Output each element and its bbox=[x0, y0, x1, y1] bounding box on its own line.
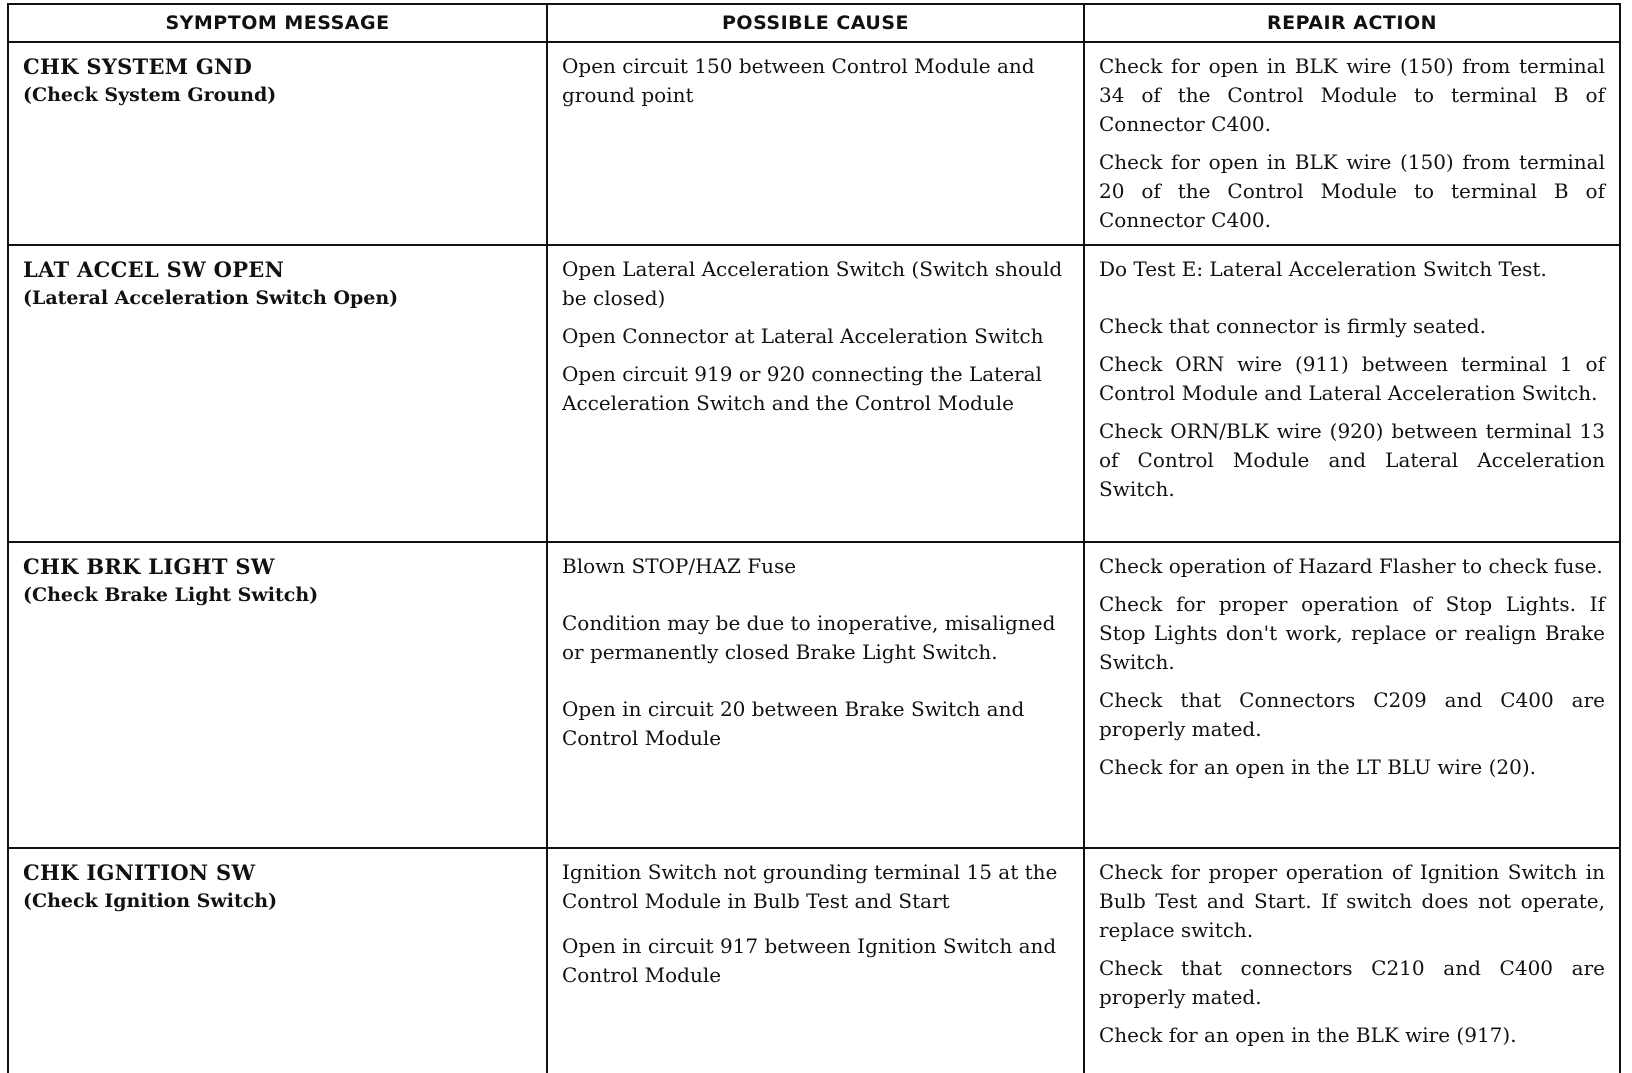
repair-entry: Check that Connectors C209 and C400 are properly mated. bbox=[1099, 688, 1605, 741]
symptom-cell bbox=[8, 542, 547, 848]
repair-entry: Check ORN/BLK wire (920) between terminal 13 of Control Module and Lateral Acceleration Switch. bbox=[1099, 419, 1605, 501]
symptom-cell bbox=[8, 42, 547, 245]
cause-entry: Condition may be due to inoperative, misaligned or permanently closed Brake Light Switch. bbox=[562, 611, 1056, 664]
table-row bbox=[8, 42, 1620, 245]
cause-entry: Open in circuit 917 between Ignition Switch and Control Module bbox=[562, 934, 1057, 987]
header-repair: REPAIR ACTION bbox=[1084, 4, 1620, 42]
repair-entry: Check for an open in the LT BLU wire (20). bbox=[1099, 755, 1537, 779]
cause-entry: Open Lateral Acceleration Switch (Switch should be closed) bbox=[562, 257, 1063, 310]
header-cause: POSSIBLE CAUSE bbox=[547, 4, 1084, 42]
symptom-code: LAT ACCEL SW OPEN bbox=[23, 257, 285, 282]
cause-entry: Open Connector at Lateral Acceleration Switch bbox=[562, 324, 1044, 348]
symptom-code: CHK IGNITION SW bbox=[23, 860, 256, 885]
repair-entry: Check operation of Hazard Flasher to check fuse. bbox=[1099, 554, 1603, 578]
repair-entry: Check that connector is firmly seated. bbox=[1099, 314, 1486, 338]
symptom-cell bbox=[8, 245, 547, 542]
repair-entry: Check ORN wire (911) between terminal 1 of Control Module and Lateral Acceleration Switch. bbox=[1099, 352, 1605, 405]
symptom-description: (Check Brake Light Switch) bbox=[23, 584, 319, 606]
repair-entry: Do Test E: Lateral Acceleration Switch Test. bbox=[1099, 257, 1547, 281]
repair-cell bbox=[1084, 245, 1620, 542]
header-symptom: SYMPTOM MESSAGE bbox=[8, 4, 547, 42]
cause-entry: Ignition Switch not grounding terminal 15 at the Control Module in Bulb Test and Start bbox=[562, 860, 1058, 913]
repair-cell bbox=[1084, 848, 1620, 1073]
repair-entry: Check for open in BLK wire (150) from terminal 20 of the Control Module to terminal B of Connector C400. bbox=[1099, 150, 1605, 232]
table-row bbox=[8, 848, 1620, 1073]
header-row bbox=[8, 4, 1620, 42]
repair-entry: Check for an open in the BLK wire (917). bbox=[1099, 1023, 1517, 1047]
cause-entry: Open circuit 919 or 920 connecting the Lateral Acceleration Switch and the Control Module bbox=[562, 362, 1042, 415]
diagnostic-table bbox=[7, 3, 1621, 1073]
repair-entry: Check for proper operation of Stop Lights. If Stop Lights don't work, replace or realign Brake Switch. bbox=[1099, 592, 1605, 674]
symptom-description: (Check System Ground) bbox=[23, 84, 277, 106]
cause-cell bbox=[547, 42, 1084, 245]
repair-cell bbox=[1084, 42, 1620, 245]
cause-entry: Open circuit 150 between Control Module and ground point bbox=[562, 54, 1035, 107]
symptom-cell bbox=[8, 848, 547, 1073]
symptom-code: CHK BRK LIGHT SW bbox=[23, 554, 275, 579]
repair-entry: Check for proper operation of Ignition Switch in Bulb Test and Start. If switch does not operate, replace switch. bbox=[1099, 860, 1605, 942]
cause-cell bbox=[547, 245, 1084, 542]
symptom-description: (Check Ignition Switch) bbox=[23, 890, 278, 912]
repair-entry: Check that connectors C210 and C400 are properly mated. bbox=[1099, 956, 1605, 1009]
repair-entry: Check for open in BLK wire (150) from terminal 34 of the Control Module to terminal B of Connector C400. bbox=[1099, 54, 1605, 136]
table-row bbox=[8, 542, 1620, 848]
table-row bbox=[8, 245, 1620, 542]
repair-cell bbox=[1084, 542, 1620, 848]
cause-cell bbox=[547, 848, 1084, 1073]
cause-entry: Open in circuit 20 between Brake Switch and Control Module bbox=[562, 697, 1025, 750]
cause-entry: Blown STOP/HAZ Fuse bbox=[562, 554, 797, 578]
cause-cell bbox=[547, 542, 1084, 848]
symptom-description: (Lateral Acceleration Switch Open) bbox=[23, 287, 399, 309]
symptom-code: CHK SYSTEM GND bbox=[23, 54, 253, 79]
